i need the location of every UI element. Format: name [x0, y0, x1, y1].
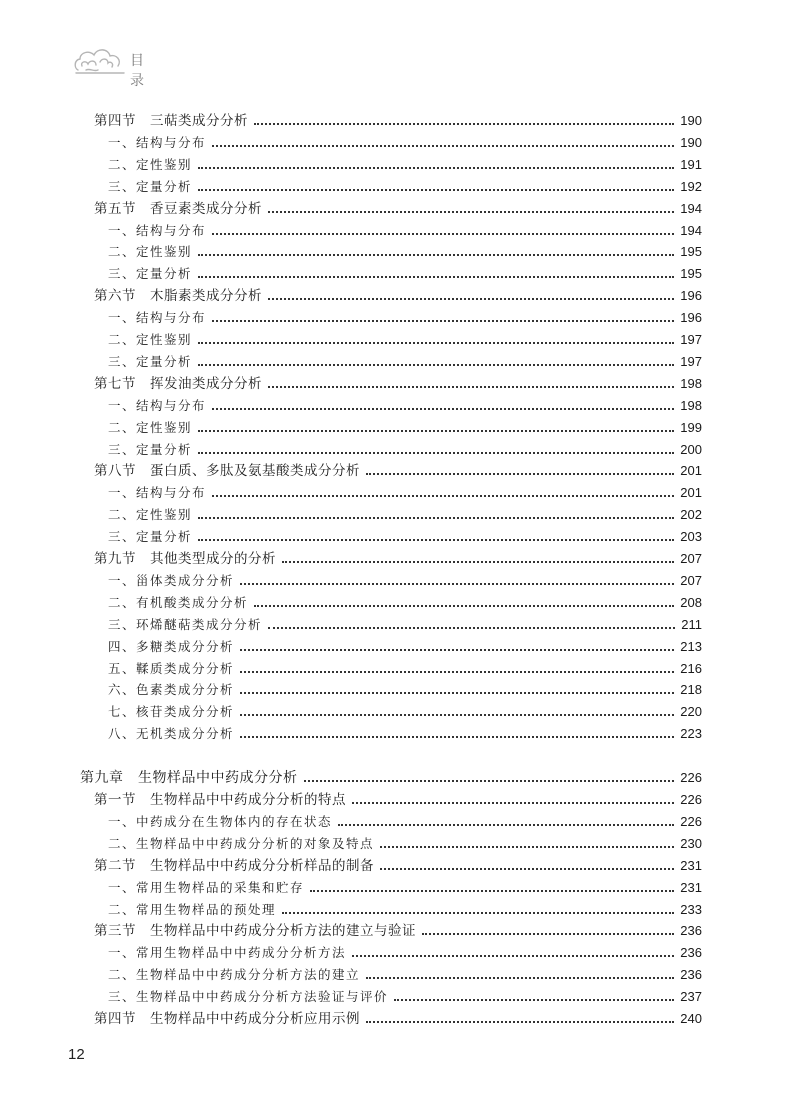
- toc-entry-page: 195: [680, 244, 702, 260]
- toc-entry-page: 230: [680, 835, 702, 851]
- dot-leader: [338, 824, 674, 826]
- dot-leader: [240, 736, 674, 738]
- toc-section-entry[interactable]: [94, 787, 702, 809]
- dot-leader: [268, 211, 674, 213]
- toc-entry-page: 226: [680, 770, 702, 786]
- dot-leader: [310, 890, 674, 892]
- toc-entry-label: 八、无机类成分分析: [108, 726, 235, 742]
- dot-leader: [240, 649, 674, 651]
- toc-subsection-entry[interactable]: [108, 524, 702, 546]
- toc-entry-label: 第五节 香豆素类成分分析: [94, 200, 262, 217]
- dot-leader: [394, 999, 674, 1001]
- toc-entry-label: 第九节 其他类型成分的分析: [94, 551, 276, 567]
- toc-entry-label: 第四节 三萜类成分分析: [94, 113, 248, 129]
- toc-entry-label: 一、结构与分布: [108, 310, 207, 326]
- toc-entry-page: 196: [680, 310, 702, 326]
- toc-entry-page: 199: [680, 419, 702, 435]
- toc-chapter-entry[interactable]: [80, 765, 702, 787]
- toc-entry-label: 第九章 生物样品中中药成分分析: [80, 770, 298, 787]
- toc-entry-label: 一、结构与分布: [108, 485, 207, 501]
- toc-subsection-entry[interactable]: [108, 502, 702, 524]
- toc-subsection-entry[interactable]: [108, 897, 702, 919]
- dot-leader: [198, 167, 674, 169]
- toc-entry-label: 一、结构与分布: [108, 134, 207, 150]
- toc-subsection-entry[interactable]: [108, 415, 702, 437]
- dot-leader: [282, 561, 674, 563]
- toc-subsection-entry[interactable]: [108, 152, 702, 174]
- toc-subsection-entry[interactable]: [108, 656, 702, 678]
- toc-subsection-entry[interactable]: [108, 721, 702, 743]
- toc-entry-label: 五、鞣质类成分分析: [108, 660, 235, 676]
- dot-leader: [304, 780, 675, 782]
- dot-leader: [198, 254, 674, 256]
- toc-entry-page: 211: [681, 616, 702, 632]
- toc-entry-label: 第四节 生物样品中中药成分分析应用示例: [94, 1011, 360, 1027]
- cloud-ornament-icon: [72, 40, 128, 80]
- toc-entry-page: 223: [680, 726, 702, 742]
- toc-entry-page: 213: [680, 638, 702, 654]
- toc-entry-label: 二、定性鉴别: [108, 332, 193, 347]
- dot-leader: [268, 386, 674, 388]
- toc-section-entry[interactable]: [94, 1006, 702, 1028]
- toc-entry-page: 207: [680, 572, 702, 588]
- toc-subsection-entry[interactable]: [108, 393, 702, 415]
- toc-subsection-entry[interactable]: [108, 984, 702, 1006]
- dot-leader: [212, 320, 674, 322]
- dot-leader: [240, 671, 674, 673]
- dot-leader: [198, 539, 674, 541]
- toc-subsection-entry[interactable]: [108, 699, 702, 721]
- toc-entry-page: 231: [680, 879, 702, 895]
- toc-subsection-entry[interactable]: [108, 305, 702, 327]
- toc-entry-label: 二、常用生物样品的预处理: [108, 901, 277, 917]
- toc-entry-label: 二、有机酸类成分分析: [108, 594, 249, 610]
- toc-section-entry[interactable]: [94, 196, 702, 218]
- dot-leader: [198, 276, 674, 278]
- toc-subsection-entry[interactable]: [108, 809, 702, 831]
- dot-leader: [198, 342, 674, 344]
- toc-entry-label: 第六节 木脂素类成分分析: [94, 288, 262, 305]
- dot-leader: [366, 473, 674, 475]
- toc-entry-label: 二、定性鉴别: [108, 244, 193, 260]
- toc-section-entry[interactable]: [94, 546, 702, 568]
- toc-entry-page: 197: [680, 353, 702, 369]
- toc-subsection-entry[interactable]: [108, 239, 702, 261]
- toc-entry-label: 三、定量分析: [108, 266, 193, 282]
- toc-entry-page: 207: [680, 551, 702, 566]
- toc-subsection-entry[interactable]: [108, 349, 702, 371]
- toc-entry-page: 196: [680, 288, 702, 304]
- toc-section-entry[interactable]: [94, 371, 702, 393]
- toc-entry-page: 198: [680, 375, 702, 391]
- page-header: [72, 40, 192, 89]
- toc-entry-page: 201: [680, 463, 702, 479]
- toc-entry-label: 一、常用生物样品的采集和贮存: [108, 879, 305, 895]
- toc-subsection-entry[interactable]: [108, 940, 702, 962]
- toc-entry-page: 194: [680, 200, 702, 216]
- toc-entry-page: 192: [680, 178, 702, 194]
- toc-subsection-entry[interactable]: [108, 480, 702, 502]
- toc-section-entry[interactable]: [94, 283, 702, 305]
- dot-leader: [212, 495, 674, 497]
- toc-subsection-entry[interactable]: [108, 174, 702, 196]
- toc-subsection-entry[interactable]: [108, 677, 702, 699]
- toc-entry-page: 195: [680, 266, 702, 282]
- toc-section-entry[interactable]: [94, 918, 702, 940]
- toc-section-entry[interactable]: [94, 108, 702, 130]
- toc-entry-label: 三、环烯醚萜类成分分析: [108, 616, 263, 632]
- dot-leader: [352, 802, 674, 804]
- dot-leader: [240, 714, 674, 716]
- toc-entry-label: 第七节 挥发油类成分分析: [94, 375, 262, 392]
- toc-section-entry[interactable]: [94, 458, 702, 480]
- toc-entry-label: 一、常用生物样品中中药成分分析方法: [108, 945, 347, 961]
- toc-entry-page: 226: [680, 792, 702, 807]
- toc-entry-label: 二、生物样品中中药成分分析方法的建立: [108, 967, 361, 983]
- dot-leader: [240, 583, 674, 585]
- toc-entry-label: 第八节 蛋白质、多肽及氨基酸类成分分析: [94, 463, 360, 480]
- dot-leader: [212, 233, 674, 235]
- toc-entry-label: 二、定性鉴别: [108, 507, 193, 523]
- toc-entry-page: 236: [680, 967, 702, 983]
- dot-leader: [198, 517, 674, 519]
- dot-leader: [380, 846, 674, 848]
- dot-leader: [240, 692, 674, 694]
- dot-leader: [352, 955, 674, 957]
- dot-leader: [212, 408, 674, 410]
- dot-leader: [198, 364, 674, 366]
- toc-subsection-entry[interactable]: [108, 831, 702, 853]
- toc-subsection-entry[interactable]: [108, 437, 702, 459]
- dot-leader: [422, 933, 674, 935]
- toc-entry-page: 198: [680, 397, 702, 413]
- toc-section-entry[interactable]: [94, 853, 702, 875]
- toc-entry-page: 231: [680, 857, 702, 873]
- toc-entry-label: 第三节 生物样品中中药成分分析方法的建立与验证: [94, 923, 416, 940]
- dot-leader: [366, 977, 674, 979]
- dot-leader: [254, 605, 674, 607]
- toc-entry-page: 236: [680, 923, 702, 939]
- toc-subsection-entry[interactable]: [108, 568, 702, 590]
- toc-entry-page: 208: [680, 594, 702, 610]
- toc-entry-label: 三、生物样品中中药成分分析方法验证与评价: [108, 989, 389, 1005]
- toc-entry-label: 第二节 生物样品中中药成分分析样品的制备: [94, 857, 374, 874]
- toc-entry-page: 191: [680, 156, 702, 172]
- toc-entry-page: 216: [680, 660, 702, 676]
- toc-entry-page: 240: [680, 1011, 702, 1026]
- dot-leader: [366, 1021, 674, 1023]
- dot-leader: [212, 145, 674, 147]
- toc-entry-page: 236: [680, 945, 702, 961]
- toc-entry-page: 194: [680, 222, 702, 238]
- toc-entry-label: 一、结构与分布: [108, 222, 207, 238]
- toc-subsection-entry[interactable]: [108, 130, 702, 152]
- toc-entry-page: 218: [680, 682, 702, 698]
- toc-entry-label: 一、结构与分布: [108, 397, 207, 413]
- toc-entry-page: 226: [680, 813, 702, 829]
- dot-leader: [198, 430, 674, 432]
- toc-subsection-entry[interactable]: [108, 218, 702, 240]
- toc-entry-page: 200: [680, 441, 702, 457]
- toc-entry-page: 203: [680, 529, 702, 545]
- header-title: 目 录: [130, 53, 186, 89]
- toc-entry-label: 二、生物样品中中药成分分析的对象及特点: [108, 835, 375, 851]
- toc-entry-label: 四、多糖类成分分析: [108, 638, 235, 654]
- toc-subsection-entry[interactable]: [108, 634, 702, 656]
- toc-subsection-entry[interactable]: [108, 962, 702, 984]
- toc-entry-label: 第一节 生物样品中中药成分分析的特点: [94, 792, 346, 808]
- toc-entry-page: 202: [680, 507, 702, 523]
- toc-entry-label: 一、甾体类成分分析: [108, 572, 235, 588]
- toc-entry-label: 三、定量分析: [108, 178, 193, 194]
- toc-entry-page: 237: [680, 989, 702, 1005]
- toc-subsection-entry[interactable]: [108, 590, 702, 612]
- toc-entry-label: 二、定性鉴别: [108, 156, 193, 172]
- toc-entry-page: 220: [680, 704, 702, 720]
- dot-leader: [198, 189, 674, 191]
- toc-entry-label: 三、定量分析: [108, 353, 193, 369]
- dot-leader: [268, 298, 674, 300]
- dot-leader: [254, 123, 674, 125]
- toc-entry-page: 190: [680, 134, 702, 150]
- toc-subsection-entry[interactable]: [108, 261, 702, 283]
- toc-subsection-entry[interactable]: [108, 612, 702, 634]
- toc-entry-page: 233: [680, 901, 702, 917]
- toc-entry-label: 三、定量分析: [108, 529, 193, 545]
- dot-leader: [198, 452, 674, 454]
- page-number: 12: [68, 1046, 85, 1063]
- dot-leader: [380, 868, 674, 870]
- toc-entry-label: 三、定量分析: [108, 441, 193, 457]
- toc-entry-label: 二、定性鉴别: [108, 419, 193, 435]
- toc-entry-label: 七、核苷类成分分析: [108, 704, 235, 720]
- toc-subsection-entry[interactable]: [108, 327, 702, 349]
- dot-leader: [282, 912, 674, 914]
- toc-subsection-entry[interactable]: [108, 875, 702, 897]
- toc-entry-page: 190: [680, 113, 702, 128]
- toc-entry-label: 六、色素类成分分析: [108, 682, 235, 698]
- toc-entry-page: 197: [680, 332, 702, 347]
- dot-leader: [268, 627, 675, 629]
- toc-entry-page: 201: [680, 485, 702, 501]
- toc-entry-label: 一、中药成分在生物体内的存在状态: [108, 813, 333, 829]
